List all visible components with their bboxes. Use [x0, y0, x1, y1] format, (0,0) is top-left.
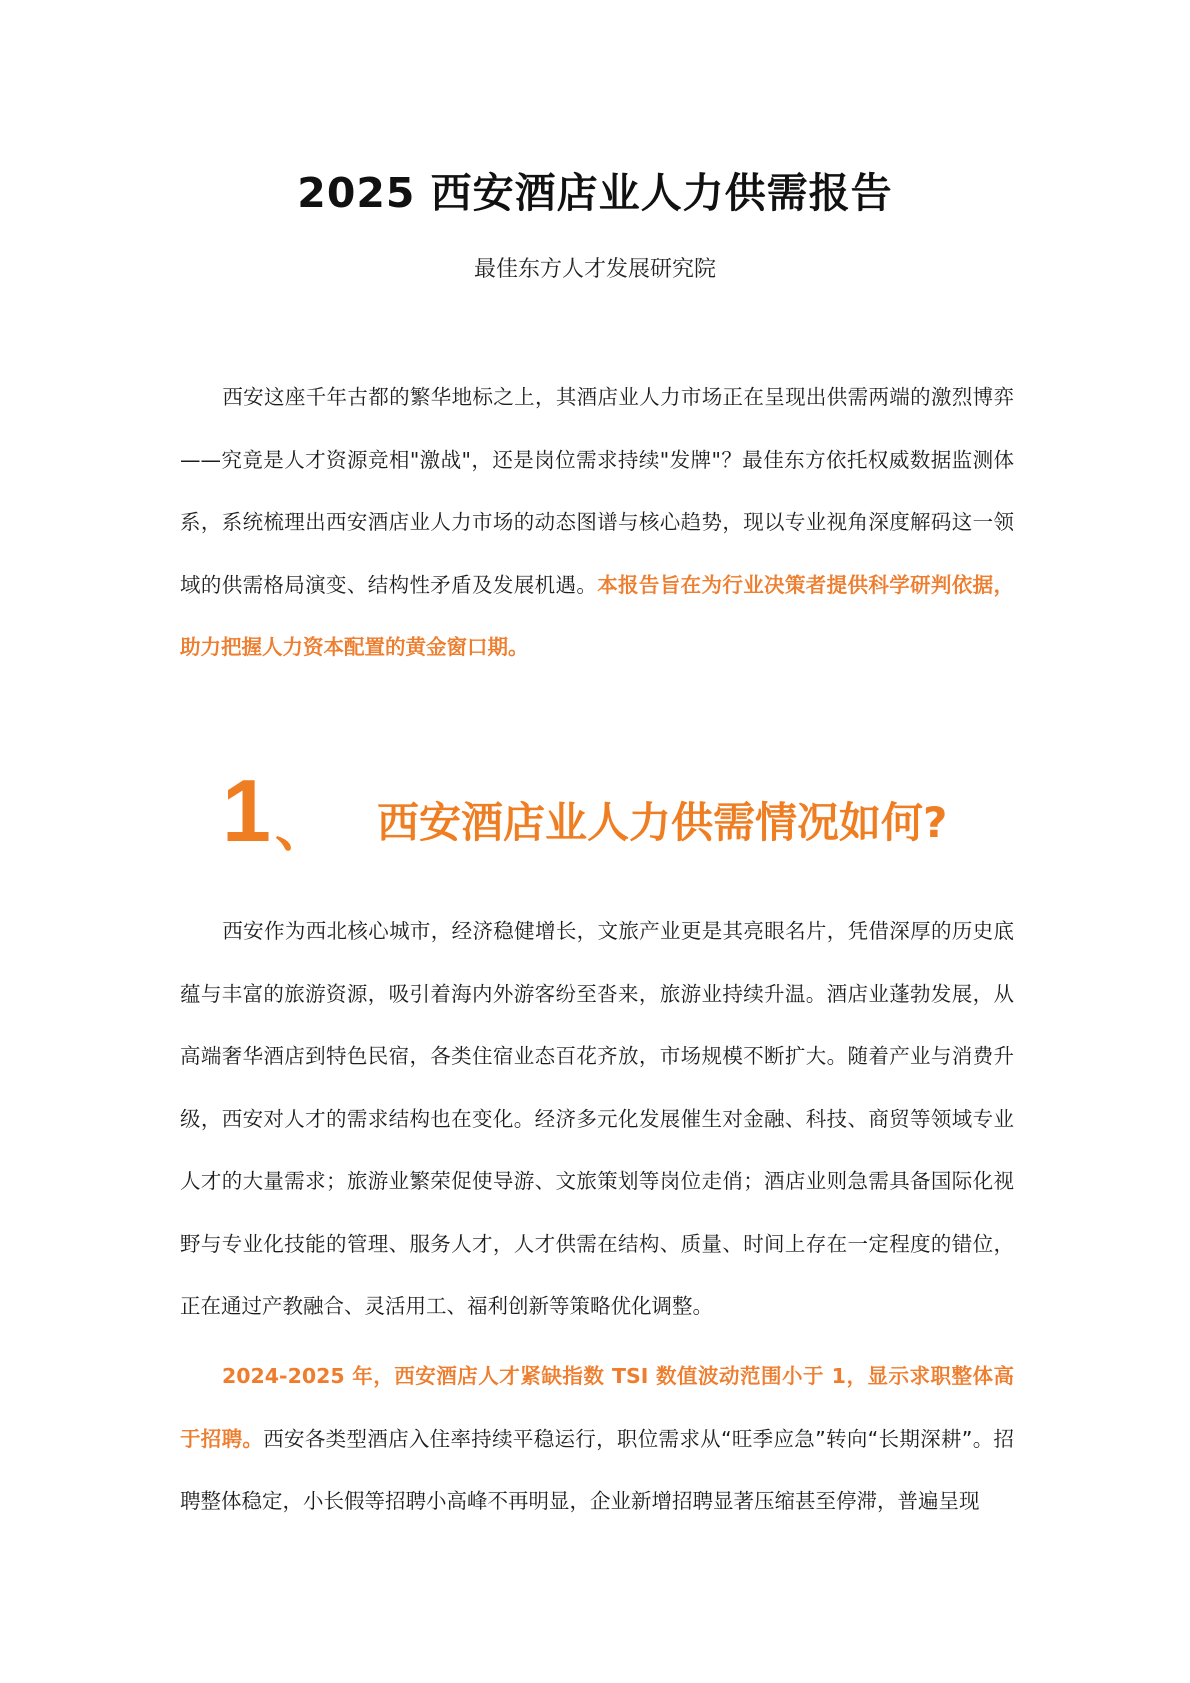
- paragraph-text: 西安各类型酒店入住率持续平稳运行，职位需求从“旺季应急”转向“长期深耕”。招聘整体稳定，小长假等招聘小高峰不再明显，企业新增招聘显著压缩甚至停滞，普遍呈现: [180, 1426, 1015, 1513]
- paragraph-text: 西安作为西北核心城市，经济稳健增长，文旅产业更是其亮眼名片，凭借深厚的历史底蕴与丰富的旅游资源，吸引着海内外游客纷至沓来，旅游业持续升温。酒店业蓬勃发展，从高端奢华酒店到特色民宿，各类住宿业态百花齐放，市场规模不断扩大。随着产业与消费升级，西安对人才的需求结构也在变化。经济多元化发展催生对金融、科技、商贸等领域专业人才的大量需求；旅游业繁荣促使导游、文旅策划等岗位走俏；酒店业则急需具备国际化视野与专业化技能的管理、服务人才，人才供需在结构、质量、时间上存在一定程度的错位，正在通过产教融合、灵活用工、福利创新等策略优化调整。: [180, 919, 1014, 1318]
- intro-highlight: 本报告旨在为行业决策者提供科学研判依据，助力把握人力资本配置的黄金窗口期。: [180, 572, 1015, 659]
- section-1-paragraph-1: [180, 900, 1014, 1338]
- intro-text: 西安这座千年古都的繁华地标之上，其酒店业人力市场正在呈现出供需两端的激烈博弈——究竟是人才资源竞相"激战"，还是岗位需求持续"发牌"？最佳东方依托权威数据监测体系，系统梳理出西安酒店业人力市场的动态图谱与核心趋势，现以专业视角深度解码这一领域的供需格局演变、结构性矛盾及发展机遇。: [180, 385, 1014, 597]
- section-1-heading: [222, 745, 948, 860]
- section-number: 1: [222, 761, 271, 860]
- section-separator: 、: [274, 799, 327, 859]
- intro-paragraph: [180, 366, 1014, 679]
- report-title: 2025 西安酒店业人力供需报告: [297, 169, 893, 217]
- section-1-paragraph-2: [180, 1345, 1014, 1533]
- report-subtitle: 最佳东方人才发展研究院: [473, 257, 716, 282]
- section-title: 西安酒店业人力供需情况如何?: [376, 798, 948, 847]
- tsi-highlight: 2024-2025 年，西安酒店人才紧缺指数 TSI 数值波动范围小于 1，显示求职整体高于招聘。: [180, 1364, 1014, 1451]
